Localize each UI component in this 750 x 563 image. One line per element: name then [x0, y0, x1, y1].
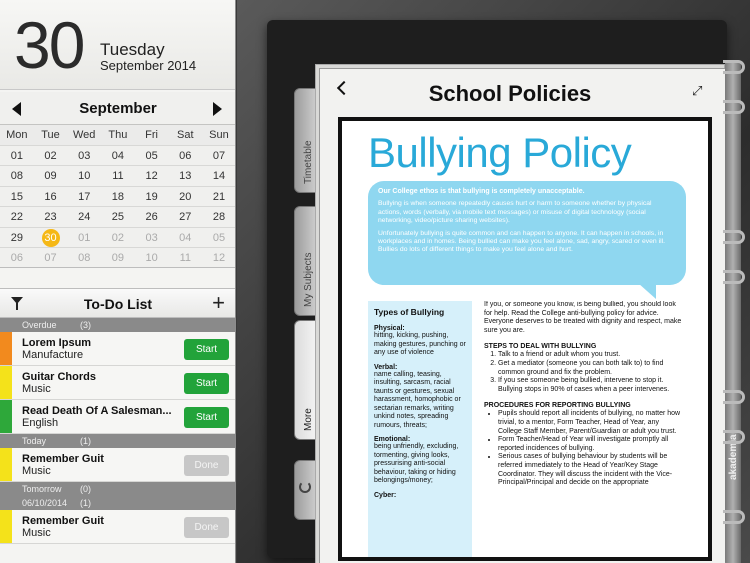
calendar-week-row: [0, 227, 236, 248]
calendar-day-number: 02: [111, 231, 125, 244]
task-subject: Music: [22, 527, 51, 539]
calendar-day-number: 07: [212, 149, 226, 162]
intro-bubble: [368, 181, 686, 285]
calendar-day[interactable]: [34, 187, 68, 207]
calendar-day[interactable]: [168, 146, 202, 166]
page-sheet: [319, 68, 727, 563]
weekday-label: Thu: [108, 129, 128, 141]
guidance-column: [482, 301, 686, 561]
done-button[interactable]: Done: [184, 455, 229, 476]
calendar-day-number: 08: [10, 170, 23, 182]
start-button[interactable]: Start: [184, 407, 229, 428]
todo-header: [0, 288, 236, 318]
calendar-day[interactable]: [0, 207, 34, 227]
step-item: 3. If you see someone being bullied, intervene to stop it. Bullying stops in 90% of cases when a peer intervenes.: [498, 377, 684, 394]
procedure-item: • Pupils should report all incidents of bullying, no matter how trivial, to a mentor, Form Teacher, Head of Year, any College Staff Member, Parent/Guardian or adult you trust.: [498, 410, 684, 436]
todo-item[interactable]: [0, 366, 236, 400]
bullying-type-heading: Emotional:: [374, 436, 411, 443]
binder-ring: [723, 270, 745, 284]
calendar-day-today[interactable]: [34, 228, 68, 248]
calendar-day-number: 06: [10, 252, 23, 264]
start-button[interactable]: Start: [184, 339, 229, 360]
calendar-day-number: 14: [212, 170, 226, 182]
tab-my-subjects-label: My Subjects: [303, 252, 314, 307]
calendar-grid: [0, 124, 236, 268]
calendar-day-number: 05: [212, 231, 226, 244]
calendar-day-number: 20: [179, 190, 192, 203]
calendar-day-number: 05: [145, 149, 158, 162]
section-count: (0): [80, 484, 91, 494]
todo-section-header: [0, 496, 236, 510]
todo-section-header: [0, 482, 236, 496]
done-button[interactable]: Done: [184, 517, 229, 538]
calendar-day[interactable]: [202, 207, 236, 227]
calendar-day-number: 07: [44, 252, 57, 264]
date-header: [0, 0, 236, 90]
binder-ring: [723, 510, 745, 524]
calendar-day-number: 17: [78, 190, 91, 203]
calendar-day[interactable]: [168, 228, 202, 248]
bubble-paragraph: Bullying is when someone repeatedly causes hurt or harm to someone whether by physical actions, words (verbally, via mobile text messages) or misuse of digital technology (social networking, video/picture sharing websites).: [378, 200, 652, 225]
calendar-day[interactable]: [202, 228, 236, 248]
todo-item[interactable]: [0, 332, 236, 366]
calendar-day[interactable]: [34, 146, 68, 166]
binder-ring: [723, 430, 745, 444]
task-title: Remember Guit: [22, 515, 104, 527]
task-subject: English: [22, 417, 59, 429]
todo-item[interactable]: [0, 510, 236, 544]
types-heading: Types of Bullying: [374, 307, 445, 317]
binder: [267, 20, 739, 558]
task-title: Guitar Chords: [22, 371, 96, 383]
types-list: [374, 325, 466, 499]
calendar-day[interactable]: [135, 187, 169, 207]
calendar-day-number: 03: [78, 149, 91, 162]
calendar-day[interactable]: [34, 207, 68, 227]
calendar-day[interactable]: [67, 166, 101, 186]
calendar-day[interactable]: [67, 228, 101, 248]
calendar-day-number: 03: [145, 231, 158, 244]
bubble-paragraph: Unfortunately bullying is quite common and can happen to anyone. It can happen in schools, in workplaces and in homes. Being bullied can make you feel alone, sad, angry, scared or even ill. Bullies do lots of different things to make you feel alone and hurt.: [378, 229, 666, 254]
calendar-day-number: 19: [145, 190, 158, 203]
todo-section-header: [0, 318, 236, 332]
section-count: (1): [80, 498, 91, 508]
weekday-label: Sat: [177, 129, 194, 141]
calendar-week-row: [0, 206, 236, 227]
current-weekday: Tuesday: [100, 40, 165, 59]
calendar-day-number: 26: [145, 211, 158, 223]
subject-color-bar: [0, 448, 12, 481]
calendar-day-number: 09: [111, 252, 125, 264]
binder-ring: [723, 60, 745, 74]
section-name: Tomorrow: [22, 484, 62, 494]
document-title: Bullying Policy: [368, 129, 632, 176]
calendar-day-number: 11: [112, 170, 124, 182]
calendar-day[interactable]: [202, 187, 236, 207]
todo-section-header: [0, 434, 236, 448]
section-name: Today: [22, 436, 47, 446]
calendar-day-number: 16: [44, 190, 57, 203]
tab-timetable-label: Timetable: [303, 140, 314, 184]
task-subject: Music: [22, 465, 51, 477]
calendar-week-row: [0, 145, 236, 166]
calendar-weekday-row: [0, 124, 236, 145]
steps-heading: STEPS TO DEAL WITH BULLYING: [484, 343, 597, 351]
calendar-day-number: 12: [212, 252, 226, 264]
calendar-week-row: [0, 186, 236, 207]
calendar-day-number: 02: [44, 149, 57, 162]
calendar-day[interactable]: [101, 228, 135, 248]
binder-ring: [723, 390, 745, 404]
calendar-day-number: 09: [44, 170, 57, 182]
bullying-type-text: being unfriendly, excluding, tormenting, giving looks, pressurising anti-social behaviour, taking or hiding belongings/money;: [374, 443, 459, 484]
calendar-day[interactable]: [168, 166, 202, 186]
task-subject: Manufacture: [22, 349, 84, 361]
binder-area: [237, 0, 750, 563]
bullying-type-heading: Verbal:: [374, 363, 398, 371]
calendar-day[interactable]: [101, 187, 135, 207]
procedure-item: • Serious cases of bullying behaviour by students will be referred immediately to the Head of Year/Key Stage Coordinator. They will discuss the incident with the Vice-Principal/Principal and decide on the appropriate: [498, 453, 684, 487]
subject-color-bar: [0, 510, 12, 543]
calendar-nav: [0, 92, 236, 124]
calendar-day-number: 08: [78, 252, 91, 264]
weekday-label: Fri: [145, 129, 158, 141]
calendar-day-number: 18: [111, 190, 125, 203]
calendar-week-row: [0, 247, 236, 268]
calendar-day[interactable]: [135, 228, 169, 248]
weekday-label: Mon: [6, 129, 28, 141]
bubble-paragraph: Our College ethos is that bullying is completely unacceptable.: [378, 188, 585, 195]
step-item: 2. Get a mediator (someone you can both talk to) to find common ground and fix the problem.: [498, 360, 684, 377]
calendar-day[interactable]: [67, 187, 101, 207]
calendar-day-number: 30: [42, 229, 60, 247]
intro-paragraph: If you, or someone you know, is being bullied, you should look for help. Read the College anti-bullying policy for advice. Everyone deserves to be treated with dignity and respect, make sure you are.: [484, 301, 682, 334]
calendar-day-number: 01: [10, 149, 23, 162]
procedure-item: • Form Teacher/Head of Year will investigate promptly all reported incidences of bullying.: [498, 436, 684, 453]
calendar-day[interactable]: [0, 146, 34, 166]
todo-list: [0, 318, 236, 544]
calendar-day-number: 10: [78, 170, 91, 182]
tab-more-label: More: [303, 408, 314, 431]
calendar-day[interactable]: [34, 166, 68, 186]
left-panel: [0, 0, 236, 563]
start-button[interactable]: Start: [184, 373, 229, 394]
current-day-number: 30: [14, 8, 84, 82]
calendar-day[interactable]: [0, 166, 34, 186]
calendar-day-number: 12: [145, 170, 158, 182]
bullying-type-text: name calling, teasing, insulting, sarcasm, racial taunts or gestures, sexual harassment, homophobic or sectarian remarks, writing unkind notes, spreading rumours, threats;: [374, 370, 461, 429]
calendar-day[interactable]: [135, 248, 169, 268]
calendar-day[interactable]: [67, 207, 101, 227]
calendar-day-number: 01: [78, 231, 91, 244]
brand-label: akademia: [728, 434, 739, 480]
steps-list: [484, 351, 684, 394]
subject-color-bar: [0, 400, 12, 433]
task-title: Remember Guit: [22, 453, 104, 465]
calendar-day[interactable]: [34, 248, 68, 268]
weekday-label: Tue: [41, 129, 60, 141]
calendar-day[interactable]: [67, 248, 101, 268]
calendar-day-number: 27: [179, 211, 192, 223]
section-count: (1): [80, 436, 91, 446]
step-item: 1. Talk to a friend or adult whom you trust.: [498, 351, 684, 360]
add-icon[interactable]: +: [212, 290, 225, 315]
refresh-icon: [299, 481, 311, 493]
calendar-day[interactable]: [135, 207, 169, 227]
calendar: [0, 92, 236, 268]
calendar-day-number: 04: [179, 231, 192, 244]
bullying-type-heading: Cyber:: [374, 491, 397, 499]
binder-rings: [723, 60, 750, 540]
calendar-day[interactable]: [101, 166, 135, 186]
types-of-bullying-box: [368, 301, 472, 561]
calendar-day-number: 04: [111, 149, 125, 162]
page-title: School Policies: [428, 81, 592, 106]
calendar-day[interactable]: [101, 248, 135, 268]
calendar-week-row: [0, 165, 236, 186]
task-subject: Music: [22, 383, 51, 395]
calendar-day[interactable]: [202, 166, 236, 186]
task-title: Read Death Of A Salesman...: [22, 405, 172, 417]
calendar-day-number: 10: [145, 252, 158, 264]
calendar-day-number: 25: [111, 211, 125, 223]
calendar-day-number: 11: [179, 252, 191, 264]
calendar-day[interactable]: [101, 146, 135, 166]
calendar-day-number: 21: [212, 190, 226, 203]
calendar-day[interactable]: [135, 146, 169, 166]
binder-ring: [723, 230, 745, 244]
calendar-day[interactable]: [168, 248, 202, 268]
calendar-day-number: 22: [10, 211, 23, 223]
calendar-month-label: September: [79, 100, 157, 117]
calendar-day[interactable]: [101, 207, 135, 227]
calendar-day[interactable]: [135, 166, 169, 186]
weekday-label: Wed: [73, 129, 96, 141]
todo-item[interactable]: [0, 448, 236, 482]
calendar-day[interactable]: [0, 228, 34, 248]
expand-icon[interactable]: ⤢: [692, 83, 703, 98]
section-count: (3): [80, 320, 91, 330]
calendar-day[interactable]: [168, 207, 202, 227]
calendar-day-number: 28: [212, 211, 226, 223]
todo-title: To-Do List: [83, 296, 153, 312]
calendar-day[interactable]: [202, 248, 236, 268]
procedures-list: [484, 410, 684, 487]
current-month-year: September 2014: [100, 58, 197, 73]
calendar-day[interactable]: [168, 187, 202, 207]
bullying-type-heading: Physical:: [374, 325, 405, 332]
calendar-day[interactable]: [0, 248, 34, 268]
calendar-day[interactable]: [202, 146, 236, 166]
next-month-icon[interactable]: [213, 102, 222, 116]
weekday-label: Sun: [209, 129, 229, 141]
calendar-day-number: 23: [44, 211, 57, 223]
task-title: Lorem Ipsum: [22, 337, 92, 349]
subject-color-bar: [0, 332, 12, 365]
bullying-type-text: hitting, kicking, pushing, making gestures, punching or any use of violence: [374, 332, 466, 356]
todo-item[interactable]: [0, 400, 236, 434]
calendar-day-number: 29: [10, 231, 23, 244]
section-name: 06/10/2014: [22, 498, 68, 508]
calendar-day-number: 24: [78, 211, 91, 223]
subject-color-bar: [0, 366, 12, 399]
calendar-day-number: 15: [10, 190, 23, 203]
procedures-heading: PROCEDURES FOR REPORTING BULLYING: [484, 402, 631, 410]
section-name: Overdue: [22, 320, 57, 330]
calendar-day-number: 13: [179, 170, 192, 182]
policy-document[interactable]: [338, 117, 712, 561]
calendar-day-number: 06: [179, 149, 192, 162]
calendar-day[interactable]: [67, 146, 101, 166]
calendar-day[interactable]: [0, 187, 34, 207]
binder-ring: [723, 100, 745, 114]
